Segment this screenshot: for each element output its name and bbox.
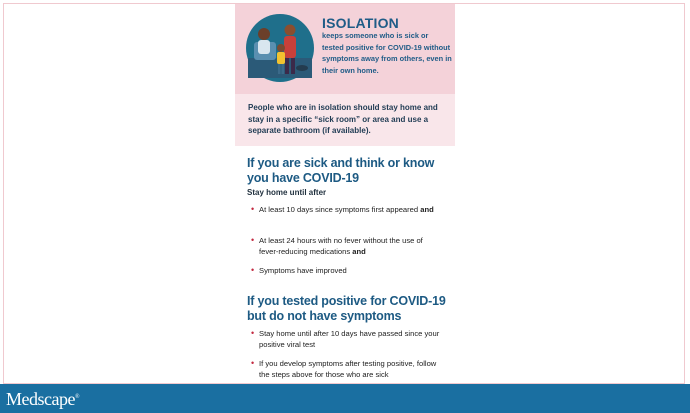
bullet-dot-icon: • xyxy=(251,235,255,245)
isolation-hero xyxy=(235,4,455,94)
isolation-description: keeps someone who is sick or tested positive for COVID-19 without symptoms away from others, even in their own home. xyxy=(322,31,452,75)
section1-heading: If you are sick and think or know you have COVID-19 xyxy=(247,156,435,185)
intro-text: People who are in isolation should stay home and stay in a specific “sick room” or area and use a separate bathroom (if available). xyxy=(248,103,438,135)
bullet-dot-icon: • xyxy=(251,204,255,214)
list-item: • At least 10 days since symptoms first appeared and xyxy=(251,204,434,214)
list-item: • Symptoms have improved xyxy=(251,265,347,275)
isolation-infographic xyxy=(235,4,455,383)
section1-subheading: Stay home until after xyxy=(247,188,327,197)
family-illustration-icon xyxy=(246,14,314,82)
isolation-title: ISOLATION xyxy=(322,15,399,31)
bullet-dot-icon: • xyxy=(251,328,255,338)
list-item: • If you develop symptoms after testing positive, follow the steps above for those who are sick xyxy=(251,358,437,379)
intro-band xyxy=(235,94,455,146)
list-item: • Stay home until after 10 days have passed since your positive viral test xyxy=(251,328,440,349)
bullet-dot-icon: • xyxy=(251,358,255,368)
medscape-logo[interactable]: Medscape® xyxy=(6,389,80,409)
bullet-dot-icon: • xyxy=(251,265,255,275)
list-item: • At least 24 hours with no fever without the use of fever-reducing medications and xyxy=(251,235,423,256)
section2-heading: If you tested positive for COVID-19 but do not have symptoms xyxy=(247,294,446,323)
registered-mark-icon: ® xyxy=(74,394,80,400)
footer-bar xyxy=(0,384,690,413)
